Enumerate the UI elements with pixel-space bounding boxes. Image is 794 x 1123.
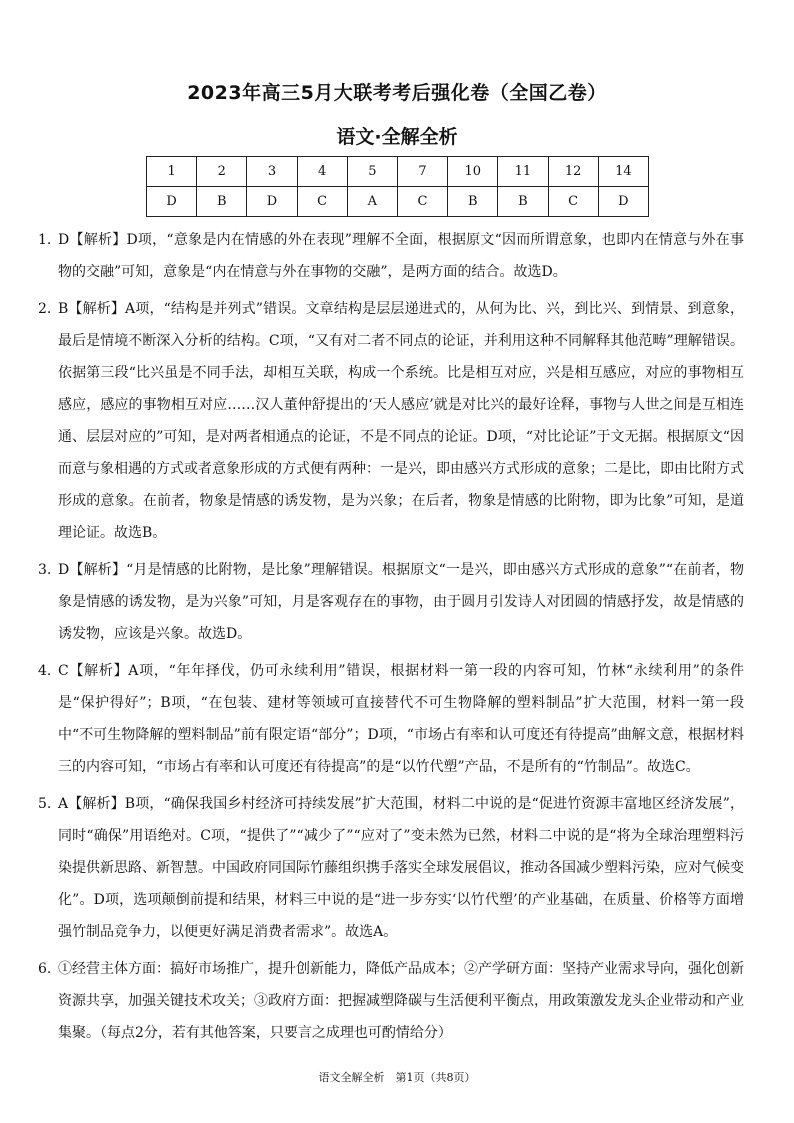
item-text: A【解析】B项，“确保我国乡村经济可持续发展”扩大范围，材料二中说的是“促进竹资源丰富地区经济发展”，同时“确保”用语绝对。C项，“提供了”“减少了”“应对了”变未然为已然，材料二中说的是“将为全球治理塑料污染提供新思路、新智慧。中国政府同国际竹藤组织携手落实全球发展倡议，推动各国减少塑料污染，应对气候变化”。D项，选项颠倒前提和结果，材料三中说的是“进一步夯实‘以竹代塑’的产业基础，在质量、价格等方面增强竹制品竞争力，以便更好满足消费者需求”。故选A。 xyxy=(58,796,744,940)
explanation-item xyxy=(38,953,744,1049)
answer-cell: B xyxy=(197,187,247,217)
answer-cell: D xyxy=(598,187,648,217)
answer-table xyxy=(146,156,649,217)
question-number-cell: 11 xyxy=(498,157,548,187)
answer-cell: B xyxy=(448,187,498,217)
question-number-cell: 1 xyxy=(147,157,197,187)
question-number-cell: 4 xyxy=(297,157,347,187)
question-number-cell: 3 xyxy=(247,157,297,187)
item-text: D【解析】D项，“意象是内在情感的外在表现”理解不全面，根据原文“因而所谓意象，也即内在情意与外在事物的交融”可知，意象是“内在情意与外在事物的交融”，是两方面的结合。故选D。 xyxy=(58,232,744,280)
explanation-item xyxy=(38,788,744,948)
item-number: 2. xyxy=(38,301,52,317)
item-text: ①经营主体方面：搞好市场推广，提升创新能力，降低产品成本；②产学研方面：坚持产业需求导向，强化创新资源共享，加强关键技术攻关；③政府方面：把握减塑降碳与生活便利平衡点，用政策激发龙头企业带动和产业集聚。（每点2分，若有其他答案，只要言之成理也可酌情给分） xyxy=(58,961,744,1041)
answer-cell: D xyxy=(147,187,197,217)
explanation-item xyxy=(38,224,744,288)
question-number-cell: 12 xyxy=(548,157,598,187)
answer-cell: C xyxy=(548,187,598,217)
page-title: 2023年高三5月大联考考后强化卷（全国乙卷） xyxy=(187,82,607,104)
item-text: B【解析】A项，“结构是并列式”错误。文章结构是层层递进式的，从何为比、兴，到比兴、到情景、到意象，最后是情境不断深入分析的结构。C项，“又有对二者不同点的论证，并利用这种不同解释其他范畴”理解错误。依据第三段“比兴虽是不同手法，却相互关联，构成一个系统。比是相互对应，兴是相互感应，对应的事物相互感应，感应的事物相互对应……汉人董仲舒提出的‘天人感应’就是对比兴的最好诠释，事物与人世之间是互相连通、层层对应的”可知，是对两者相通点的论证，不是不同点的论证。D项，“对比论证”于文无据。根据原文“因而意与象相遇的方式或者意象形成的方式便有两种：一是兴，即由感兴方式形成的意象；二是比，即由比附方式形成的意象。在前者，物象是情感的诱发物，是为兴象；在后者，物象是情感的比附物，即为比象”可知，是道理论证。故选B。 xyxy=(58,301,744,541)
item-number: 4. xyxy=(38,663,52,679)
question-number-cell: 5 xyxy=(347,157,397,187)
answer-cell: B xyxy=(498,187,548,217)
explanation-item xyxy=(38,554,744,650)
answer-cell: A xyxy=(347,187,397,217)
page-footer: 语文全解全析 第1页（共8页） xyxy=(318,1071,476,1084)
item-number: 6. xyxy=(38,961,52,977)
question-number-cell: 2 xyxy=(197,157,247,187)
item-text: D【解析】“月是情感的比附物，是比象”理解错误。根据原文“一是兴，即由感兴方式形成的意象”“在前者，物象是情感的诱发物，是为兴象”可知，月是客观存在的事物，由于圆月引发诗人对团圆的情感抒发，故是情感的诱发物，应该是兴象。故选D。 xyxy=(58,562,744,642)
answer-row xyxy=(147,187,649,217)
question-number-cell: 14 xyxy=(598,157,648,187)
answer-cell: C xyxy=(397,187,447,217)
item-number: 3. xyxy=(38,562,52,578)
question-number-row xyxy=(147,157,649,187)
answer-cell: C xyxy=(297,187,347,217)
item-number: 5. xyxy=(38,796,52,812)
question-number-cell: 10 xyxy=(448,157,498,187)
item-text: C【解析】A项，“年年择伐，仍可永续利用”错误，根据材料一第一段的内容可知，竹林“永续利用”的条件是“保护得好”；B项，“在包装、建材等领域可直接替代不可生物降解的塑料制品”扩大范围，材料一第一段中“不可生物降解的塑料制品”前有限定语“部分”；D项，“市场占有率和认可度还有待提高”曲解文意，根据材料三的内容可知，“市场占有率和认可度还有待提高”的是“以竹代塑”产品，不是所有的“竹制品”。故选C。 xyxy=(58,663,744,775)
explanation-list xyxy=(38,224,744,1054)
item-number: 1. xyxy=(38,232,52,248)
explanation-item xyxy=(38,655,744,783)
explanation-item xyxy=(38,293,744,549)
question-number-cell: 7 xyxy=(397,157,447,187)
answer-cell: D xyxy=(247,187,297,217)
page-subtitle: 语文·全解全析 xyxy=(336,126,458,148)
